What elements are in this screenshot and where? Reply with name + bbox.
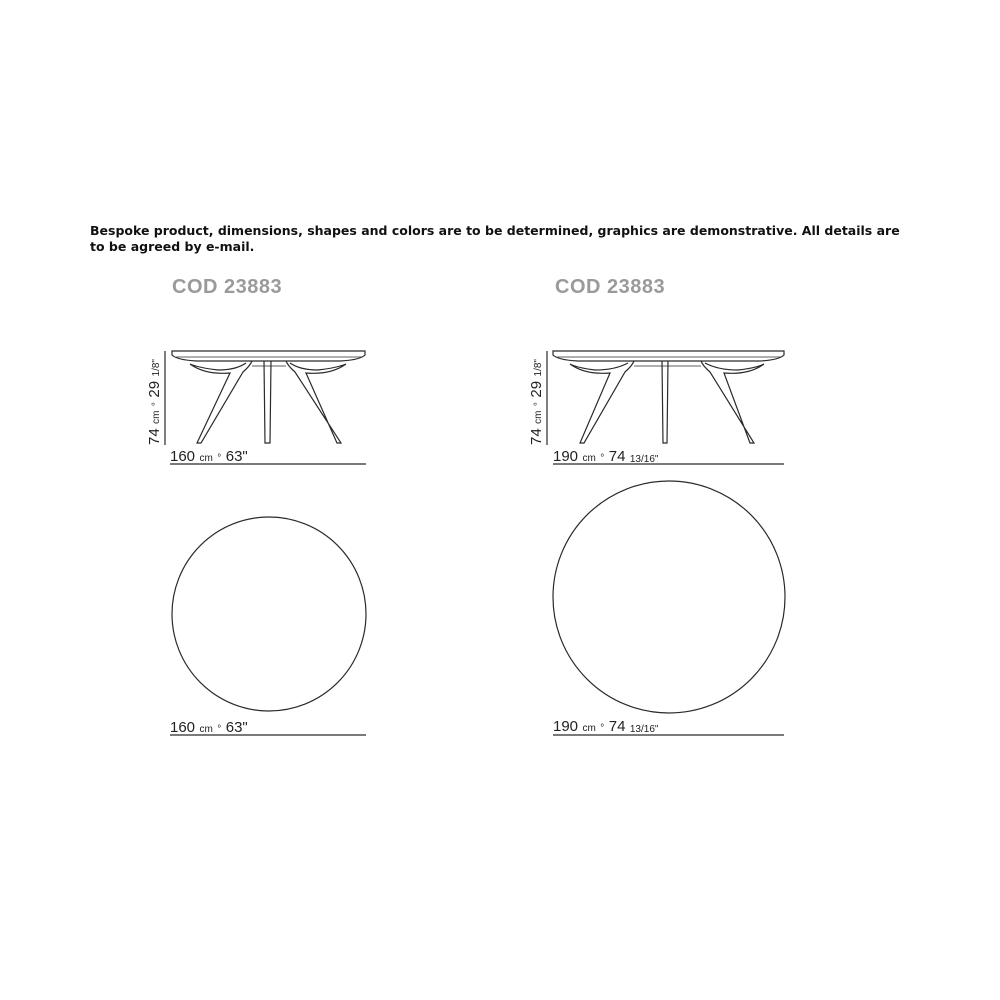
right-leg-2 [701,361,764,443]
side-width-label-1: 160 cm ° 63" [170,448,248,465]
diameter-label-2: 190 cm ° 74 13/16" [553,718,659,735]
left-leg-2 [570,361,634,443]
top-view-circle-2 [553,481,785,713]
disclaimer-text: Bespoke product, dimensions, shapes and colors are to be determined, graphics are demonstrative. All details are to be agreed by e-mail. [90,223,900,254]
product-code-2: COD 23883 [555,276,666,298]
product-code-1: COD 23883 [172,276,283,298]
center-leg-2 [662,361,668,443]
table-top-side-2 [553,351,784,361]
diameter-label-1: 160 cm ° 63" [170,719,248,736]
height-label-1: 74 cm ° 29 1/8" [146,359,163,445]
center-leg-1 [264,361,271,443]
side-width-label-2: 190 cm ° 74 13/16" [553,448,659,465]
table-top-side-1 [172,351,365,361]
height-label-2: 74 cm ° 29 1/8" [528,359,545,445]
top-view-circle-1 [172,517,366,711]
left-leg-1 [190,361,252,443]
right-leg-1 [286,361,346,443]
